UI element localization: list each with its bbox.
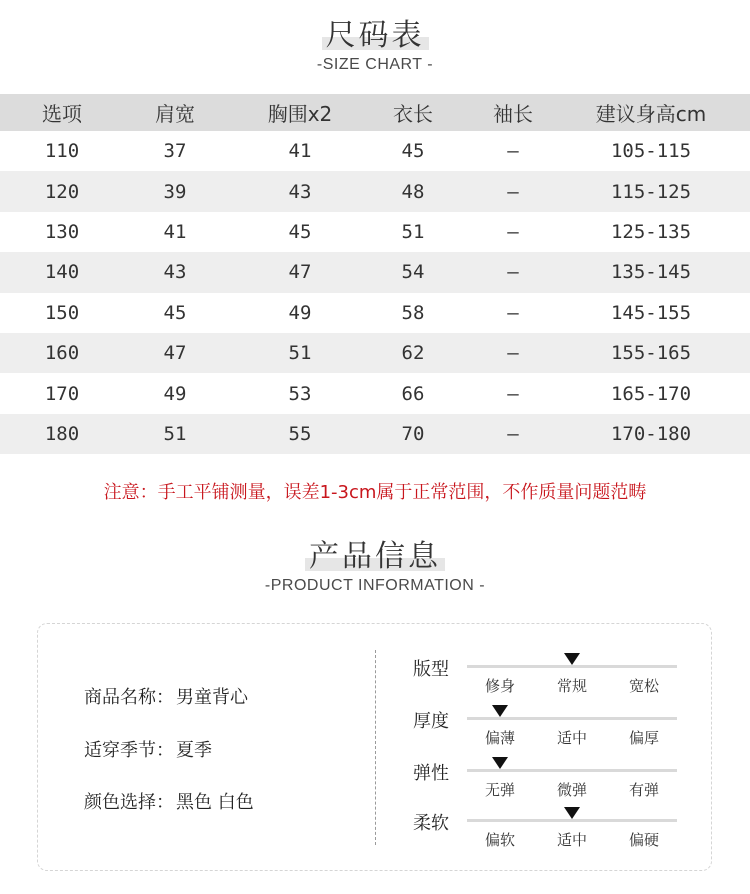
- cell-shoulder: 41: [163, 220, 187, 243]
- cell-height: 115-125: [610, 180, 692, 203]
- attribute-option: 偏薄: [484, 729, 516, 747]
- header-cell-chest: 胸围x2: [267, 102, 333, 126]
- attribute-track: [467, 665, 677, 668]
- cell-option: 180: [44, 422, 80, 445]
- cell-height: 170-180: [610, 422, 692, 445]
- cell-shoulder: 49: [163, 382, 187, 405]
- header-cell-sleeve: 袖长: [493, 102, 533, 126]
- size-chart-subtitle: -SIZE CHART -: [316, 56, 434, 73]
- size-table-row: [0, 293, 750, 333]
- info-season: [84, 736, 212, 762]
- size-table-body: [0, 131, 750, 454]
- cell-shoulder: 39: [163, 180, 187, 203]
- cell-chest: 51: [288, 342, 312, 365]
- size-table-row: [0, 171, 750, 211]
- cell-option: 140: [44, 261, 80, 284]
- attribute-option: 有弹: [628, 781, 660, 799]
- cell-sleeve: –: [507, 140, 519, 163]
- cell-shoulder: 47: [163, 342, 187, 365]
- attribute-option: 偏硬: [628, 831, 660, 849]
- cell-height: 145-155: [610, 301, 692, 324]
- size-table-row: [0, 212, 750, 252]
- cell-shoulder: 37: [163, 140, 187, 163]
- attribute-option: 适中: [556, 729, 588, 747]
- size-chart-title: 尺码表: [325, 18, 425, 53]
- attribute-track: [467, 819, 677, 822]
- attribute-option: 常规: [556, 677, 588, 695]
- cell-length: 66: [401, 382, 425, 405]
- cell-chest: 53: [288, 382, 312, 405]
- card-divider: [375, 650, 376, 845]
- info-value: 黑色 白色: [176, 792, 254, 813]
- cell-sleeve: –: [507, 422, 519, 445]
- cell-sleeve: –: [507, 301, 519, 324]
- attribute-label: 柔软: [413, 813, 449, 834]
- attribute-label: 弹性: [413, 763, 449, 784]
- info-label: 商品名称：: [84, 687, 174, 708]
- cell-chest: 41: [288, 140, 312, 163]
- cell-height: 125-135: [610, 220, 692, 243]
- selected-marker-icon: [564, 653, 580, 665]
- info-value: 夏季: [176, 740, 212, 761]
- cell-height: 165-170: [610, 382, 692, 405]
- info-label: 颜色选择：: [84, 792, 174, 813]
- attribute-option: 无弹: [484, 781, 516, 799]
- info-value: 男童背心: [176, 687, 248, 708]
- product-info-subtitle: -PRODUCT INFORMATION -: [264, 577, 486, 594]
- measurement-note: 注意：手工平铺测量，误差1-3cm属于正常范围，不作质量问题范畴: [103, 482, 647, 503]
- info-product-name: [84, 683, 248, 709]
- size-table-row: [0, 252, 750, 292]
- cell-shoulder: 51: [163, 422, 187, 445]
- cell-length: 51: [401, 220, 425, 243]
- header-cell-option: 选项: [42, 102, 82, 126]
- cell-sleeve: –: [507, 261, 519, 284]
- info-colors: [84, 788, 254, 814]
- cell-length: 62: [401, 342, 425, 365]
- product-info-title-wrap: [309, 531, 441, 575]
- size-table-row: [0, 414, 750, 454]
- header-cell-height: 建议身高cm: [595, 102, 707, 126]
- cell-option: 110: [44, 140, 80, 163]
- cell-chest: 49: [288, 301, 312, 324]
- cell-option: 130: [44, 220, 80, 243]
- cell-height: 155-165: [610, 342, 692, 365]
- cell-chest: 55: [288, 422, 312, 445]
- cell-sleeve: –: [507, 342, 519, 365]
- product-info-heading: [0, 531, 750, 595]
- cell-length: 48: [401, 180, 425, 203]
- cell-shoulder: 43: [163, 261, 187, 284]
- cell-length: 45: [401, 140, 425, 163]
- cell-sleeve: –: [507, 180, 519, 203]
- cell-length: 58: [401, 301, 425, 324]
- attribute-track: [467, 717, 677, 720]
- cell-option: 120: [44, 180, 80, 203]
- cell-chest: 45: [288, 220, 312, 243]
- product-info-title: 产品信息: [309, 539, 441, 574]
- attribute-option: 宽松: [628, 677, 660, 695]
- cell-option: 160: [44, 342, 80, 365]
- cell-sleeve: –: [507, 382, 519, 405]
- selected-marker-icon: [492, 757, 508, 769]
- attribute-option: 偏厚: [628, 729, 660, 747]
- size-table-row: [0, 373, 750, 413]
- attribute-label: 版型: [413, 659, 449, 680]
- cell-option: 170: [44, 382, 80, 405]
- cell-height: 135-145: [610, 261, 692, 284]
- cell-length: 54: [401, 261, 425, 284]
- cell-chest: 43: [288, 180, 312, 203]
- size-chart-heading: [0, 10, 750, 74]
- cell-length: 70: [401, 422, 425, 445]
- attribute-option: 微弹: [556, 781, 588, 799]
- selected-marker-icon: [492, 705, 508, 717]
- size-table-row: [0, 333, 750, 373]
- attribute-track: [467, 769, 677, 772]
- cell-chest: 47: [288, 261, 312, 284]
- size-chart-title-wrap: [326, 10, 425, 54]
- attribute-option: 偏软: [484, 831, 516, 849]
- header-cell-shoulder: 肩宽: [155, 102, 195, 126]
- cell-shoulder: 45: [163, 301, 187, 324]
- cell-sleeve: –: [507, 220, 519, 243]
- header-cell-length: 衣长: [393, 102, 433, 126]
- info-label: 适穿季节：: [84, 740, 174, 761]
- attribute-label: 厚度: [413, 711, 449, 732]
- cell-option: 150: [44, 301, 80, 324]
- cell-height: 105-115: [610, 140, 692, 163]
- size-table-row: [0, 131, 750, 171]
- attribute-option: 适中: [556, 831, 588, 849]
- attribute-option: 修身: [484, 677, 516, 695]
- selected-marker-icon: [564, 807, 580, 819]
- size-table: [0, 94, 750, 454]
- size-table-header: [0, 94, 750, 131]
